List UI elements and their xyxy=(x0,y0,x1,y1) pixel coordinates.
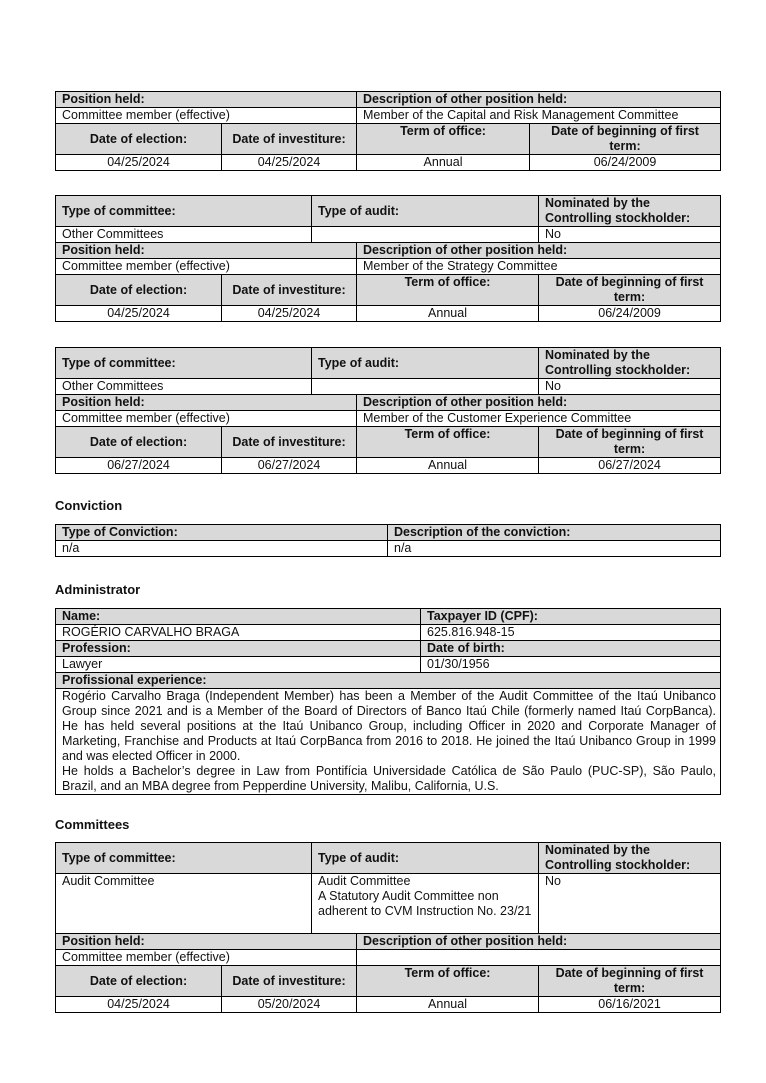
position-held-value: Committee member (effective) xyxy=(56,950,357,966)
description-header: Description of other position held: xyxy=(357,395,721,411)
birth-date-header: Date of birth: xyxy=(421,641,721,657)
investiture-date-value: 04/25/2024 xyxy=(222,306,357,322)
committee-type-header: Type of committee: xyxy=(56,348,312,379)
description-value xyxy=(357,950,721,966)
experience-header: Profissional experience: xyxy=(56,673,721,689)
profession-header: Profession: xyxy=(56,641,421,657)
term-value: Annual xyxy=(357,997,539,1013)
first-term-header: Date of beginning of first term: xyxy=(539,427,721,458)
committees-heading: Committees xyxy=(55,817,130,832)
first-term-value: 06/24/2009 xyxy=(539,306,721,322)
conviction-heading: Conviction xyxy=(55,498,123,513)
name-value: ROGÉRIO CARVALHO BRAGA xyxy=(56,625,421,641)
term-header: Term of office: xyxy=(357,275,539,306)
term-header: Term of office: xyxy=(357,966,539,997)
name-header: Name: xyxy=(56,609,421,625)
election-date-value: 04/25/2024 xyxy=(56,155,222,171)
investiture-date-value: 05/20/2024 xyxy=(222,997,357,1013)
first-term-header: Date of beginning of first term: xyxy=(539,966,721,997)
election-date-value: 06/27/2024 xyxy=(56,458,222,474)
audit-type-header: Type of audit: xyxy=(312,348,539,379)
investiture-date-header: Date of investiture: xyxy=(222,427,357,458)
nominated-header: Nominated by the Controlling stockholder: xyxy=(539,196,721,227)
profession-value: Lawyer xyxy=(56,657,421,673)
election-date-value: 04/25/2024 xyxy=(56,997,222,1013)
description-header: Description of other position held: xyxy=(357,92,721,108)
first-term-header: Date of beginning of first term: xyxy=(539,275,721,306)
election-date-header: Date of election: xyxy=(56,427,222,458)
description-value: Member of the Strategy Committee xyxy=(357,259,721,275)
position-held-header: Position held: xyxy=(56,395,357,411)
nominated-header: Nominated by the Controlling stockholder: xyxy=(539,348,721,379)
committee-table-customer-experience xyxy=(55,347,720,474)
election-date-value: 04/25/2024 xyxy=(56,306,222,322)
audit-type-value: Audit Committee A Statutory Audit Committee non adherent to CVM Instruction No. 23/21 xyxy=(312,874,539,934)
description-value: Member of the Capital and Risk Management Committee xyxy=(357,108,721,124)
birth-date-value: 01/30/1956 xyxy=(421,657,721,673)
first-term-value: 06/16/2021 xyxy=(539,997,721,1013)
description-value: Member of the Customer Experience Committee xyxy=(357,411,721,427)
conviction-type-header: Type of Conviction: xyxy=(56,525,388,541)
investiture-date-header: Date of investiture: xyxy=(222,966,357,997)
first-term-value: 06/24/2009 xyxy=(530,155,721,171)
position-held-header: Position held: xyxy=(56,934,357,950)
investiture-date-header: Date of investiture: xyxy=(222,124,357,155)
taxpayer-id-header: Taxpayer ID (CPF): xyxy=(421,609,721,625)
election-date-header: Date of election: xyxy=(56,124,222,155)
audit-type-value xyxy=(312,227,539,243)
term-value: Annual xyxy=(357,458,539,474)
nominated-value: No xyxy=(539,874,721,934)
description-header: Description of other position held: xyxy=(357,243,721,259)
committee-type-header: Type of committee: xyxy=(56,196,312,227)
experience-paragraph-1: Rogério Carvalho Braga (Independent Member) has been a Member of the Audit Committee of the Itaú Unibanco Group since 2021 and is a Member of the Board of Directors of Banco Itaú Chile (formerly named Itaú CorpBanca). He has held several positions at the Itaú Unibanco Group, including Officer in 2020 and Corporate Manager of Marketing, Franchise and Products at Itaú CorpBanca from 2016 to 2018. He joined the Itaú Unibanco Group in 1999 and was elected Officer in 2000. xyxy=(62,689,716,763)
term-value: Annual xyxy=(357,155,530,171)
conviction-description-header: Description of the conviction: xyxy=(388,525,721,541)
first-term-value: 06/27/2024 xyxy=(539,458,721,474)
position-held-header: Position held: xyxy=(56,243,357,259)
position-held-header: Position held: xyxy=(56,92,357,108)
nominated-value: No xyxy=(539,227,721,243)
investiture-date-value: 06/27/2024 xyxy=(222,458,357,474)
committee-type-value: Other Committees xyxy=(56,227,312,243)
first-term-header: Date of beginning of first term: xyxy=(530,124,721,155)
term-header: Term of office: xyxy=(357,427,539,458)
conviction-description-value: n/a xyxy=(388,541,721,557)
conviction-type-value: n/a xyxy=(56,541,388,557)
investiture-date-value: 04/25/2024 xyxy=(222,155,357,171)
investiture-date-header: Date of investiture: xyxy=(222,275,357,306)
election-date-header: Date of election: xyxy=(56,275,222,306)
committee-table-strategy xyxy=(55,195,720,322)
conviction-table xyxy=(55,524,720,557)
taxpayer-id-value: 625.816.948-15 xyxy=(421,625,721,641)
nominated-header: Nominated by the Controlling stockholder: xyxy=(539,843,721,874)
committee-type-header: Type of committee: xyxy=(56,843,312,874)
committee-type-value: Other Committees xyxy=(56,379,312,395)
election-date-header: Date of election: xyxy=(56,966,222,997)
audit-type-header: Type of audit: xyxy=(312,196,539,227)
position-held-value: Committee member (effective) xyxy=(56,411,357,427)
description-header: Description of other position held: xyxy=(357,934,721,950)
position-held-value: Committee member (effective) xyxy=(56,259,357,275)
administrator-table xyxy=(55,608,720,795)
experience-paragraph-2: He holds a Bachelor’s degree in Law from Pontifícia Universidade Católica de São Paulo (PUC-SP), São Paulo, Brazil, and an MBA degree from Pepperdine University, Malibu, California, U.S. xyxy=(62,764,716,793)
nominated-value: No xyxy=(539,379,721,395)
position-held-value: Committee member (effective) xyxy=(56,108,357,124)
committee-table-audit xyxy=(55,842,720,1013)
audit-type-value xyxy=(312,379,539,395)
term-header: Term of office: xyxy=(357,124,530,155)
experience-text xyxy=(56,689,721,795)
administrator-heading: Administrator xyxy=(55,582,141,597)
committee-type-value: Audit Committee xyxy=(56,874,312,934)
position-table-capital-risk xyxy=(55,91,720,171)
term-value: Annual xyxy=(357,306,539,322)
audit-type-header: Type of audit: xyxy=(312,843,539,874)
